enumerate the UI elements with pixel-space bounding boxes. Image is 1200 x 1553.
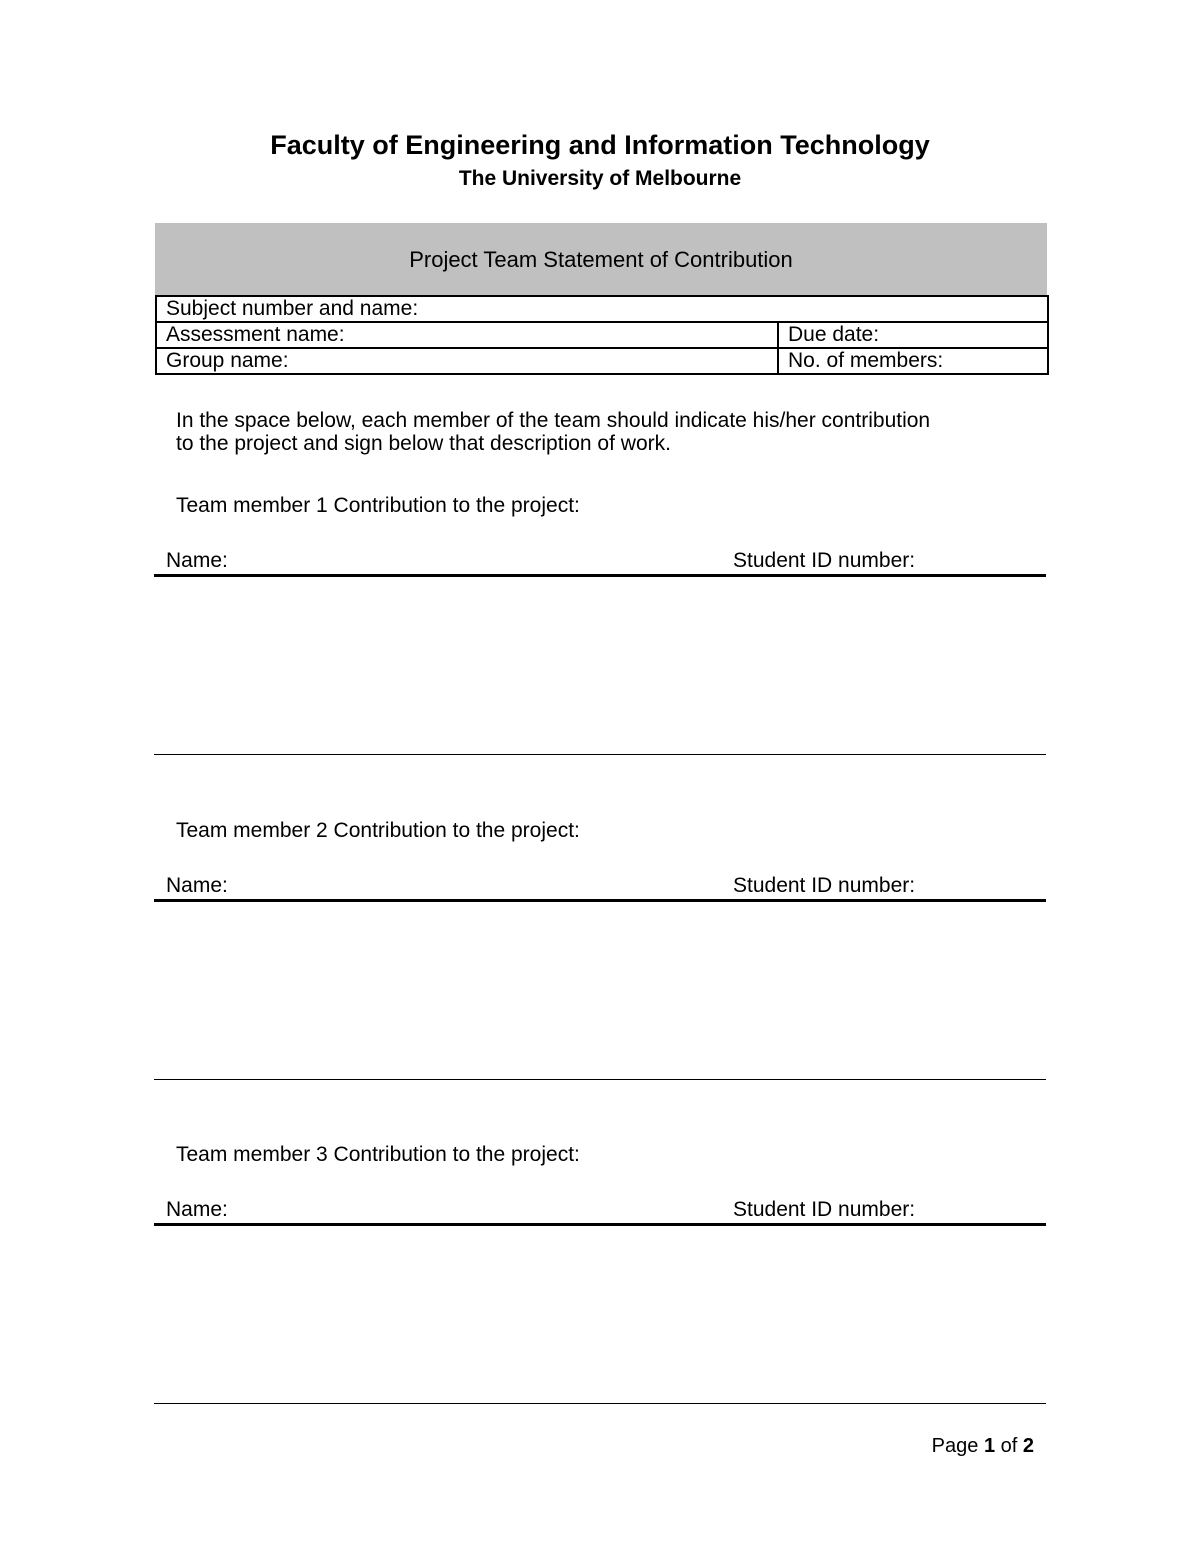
members-count-label: No. of members: xyxy=(788,349,944,372)
subject-label: Subject number and name: xyxy=(166,297,419,320)
assessment-row xyxy=(156,322,1048,348)
due-date-label: Due date: xyxy=(788,323,880,346)
assessment-label: Assessment name: xyxy=(166,323,345,346)
student-id-label: Student ID number: xyxy=(733,874,916,897)
page-number xyxy=(932,1433,1034,1459)
faculty-title: Faculty of Engineering and Information Technology xyxy=(270,130,930,160)
signature-line xyxy=(154,754,1046,755)
name-label: Name: xyxy=(166,549,228,572)
total-pages: 2 xyxy=(1022,1435,1034,1457)
contribution-writing-area[interactable] xyxy=(154,902,1046,1079)
group-label: Group name: xyxy=(166,349,289,372)
signature-line xyxy=(154,1403,1046,1404)
signature-line xyxy=(154,1079,1046,1080)
university-subtitle: The University of Melbourne xyxy=(458,167,742,190)
form-heading: Project Team Statement of Contribution xyxy=(409,246,793,272)
contribution-writing-area[interactable] xyxy=(154,577,1046,754)
contribution-label: Team member 1 Contribution to the project: xyxy=(176,494,580,517)
team-member-section-1 xyxy=(0,493,1200,773)
contribution-writing-area[interactable] xyxy=(154,1226,1046,1403)
form-header-table xyxy=(155,295,1049,375)
student-id-label: Student ID number: xyxy=(733,1198,916,1221)
group-row xyxy=(156,348,1048,374)
name-label: Name: xyxy=(166,874,228,897)
assessment-field[interactable] xyxy=(156,322,778,348)
page-word: Page xyxy=(931,1435,979,1457)
subject-field[interactable] xyxy=(156,296,1048,322)
instructions-line-1: In the space below, each member of the team should indicate his/her contribution xyxy=(176,409,931,432)
team-member-section-3 xyxy=(0,1142,1200,1422)
of-word: of xyxy=(1000,1435,1018,1457)
instructions xyxy=(176,409,1036,455)
student-id-label: Student ID number: xyxy=(733,549,916,572)
form-heading-band xyxy=(155,223,1047,296)
contribution-label: Team member 3 Contribution to the project: xyxy=(176,1143,580,1166)
name-label: Name: xyxy=(166,1198,228,1221)
subject-row xyxy=(156,296,1048,322)
instructions-line-2: to the project and sign below that description of work. xyxy=(176,432,671,455)
due-date-field[interactable] xyxy=(778,322,1048,348)
current-page: 1 xyxy=(983,1435,996,1457)
contribution-label: Team member 2 Contribution to the project: xyxy=(176,819,580,842)
team-member-section-2 xyxy=(0,818,1200,1098)
group-field[interactable] xyxy=(156,348,778,374)
members-count-field[interactable] xyxy=(778,348,1048,374)
